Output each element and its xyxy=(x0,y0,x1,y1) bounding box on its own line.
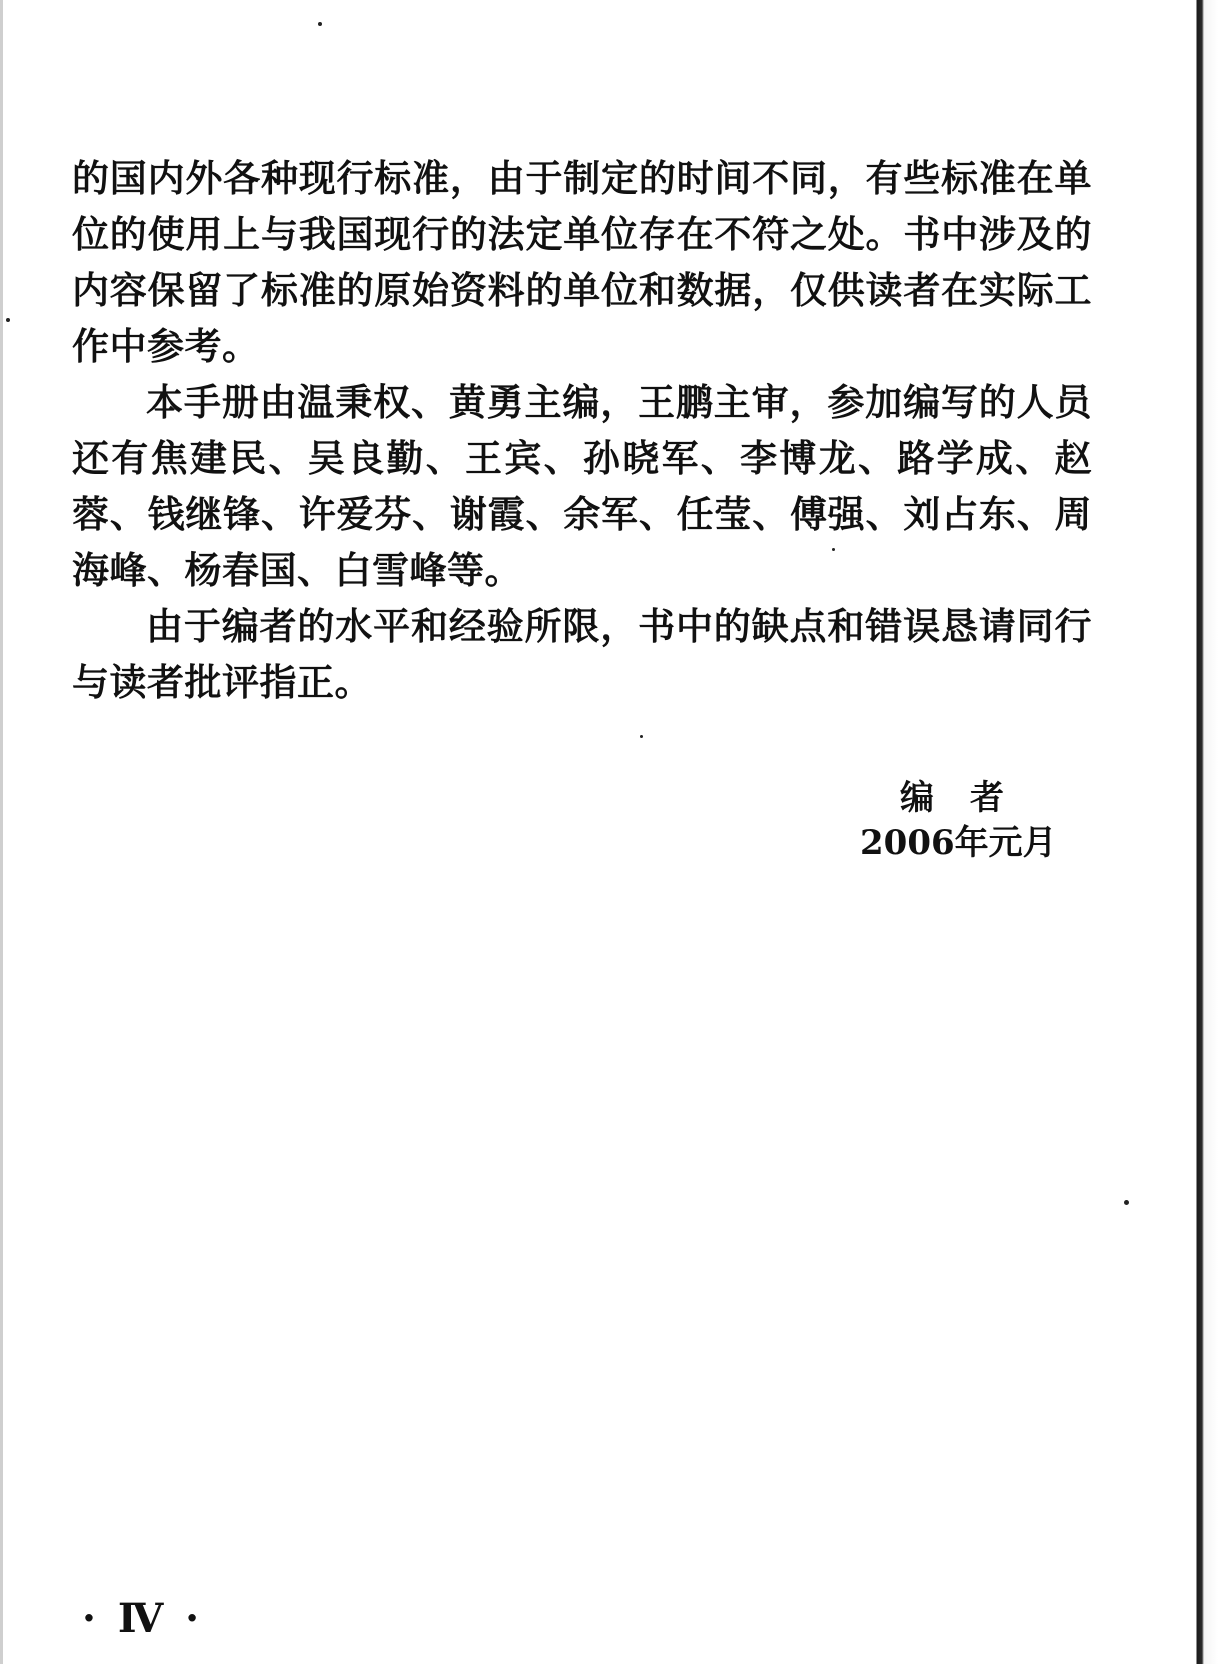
page-left-edge xyxy=(0,0,3,1664)
scan-speck xyxy=(6,318,10,322)
scan-speck xyxy=(640,735,643,738)
paragraph-standards-note: 的国内外各种现行标准，由于制定的时间不同，有些标准在单位的使用上与我国现行的法定单位存在不符之处。书中涉及的内容保留了标准的原始资料的单位和数据，仅供读者在实际工作中参考。 xyxy=(72,156,1092,368)
page-number: · Ⅳ · xyxy=(82,1595,204,1642)
signature-editors: 编者 xyxy=(900,778,1040,818)
scan-speck xyxy=(1124,1200,1129,1205)
signature-date: 2006年元月 xyxy=(860,823,1057,863)
preface-body xyxy=(72,150,1092,710)
page-right-edge xyxy=(1190,0,1218,1664)
paragraph-editors-list: 本手册由温秉权、黄勇主编，王鹏主审，参加编写的人员还有焦建民、吴良勤、王宾、孙晓军、李博龙、路学成、赵蓉、钱继锋、许爱芬、谢霞、余军、任莹、傅强、刘占东、周海峰、杨春国、白雪峰等。 xyxy=(72,380,1092,592)
scan-speck xyxy=(318,22,322,26)
paragraph-closing-request: 由于编者的水平和经验所限，书中的缺点和错误恳请同行与读者批评指正。 xyxy=(72,604,1092,704)
